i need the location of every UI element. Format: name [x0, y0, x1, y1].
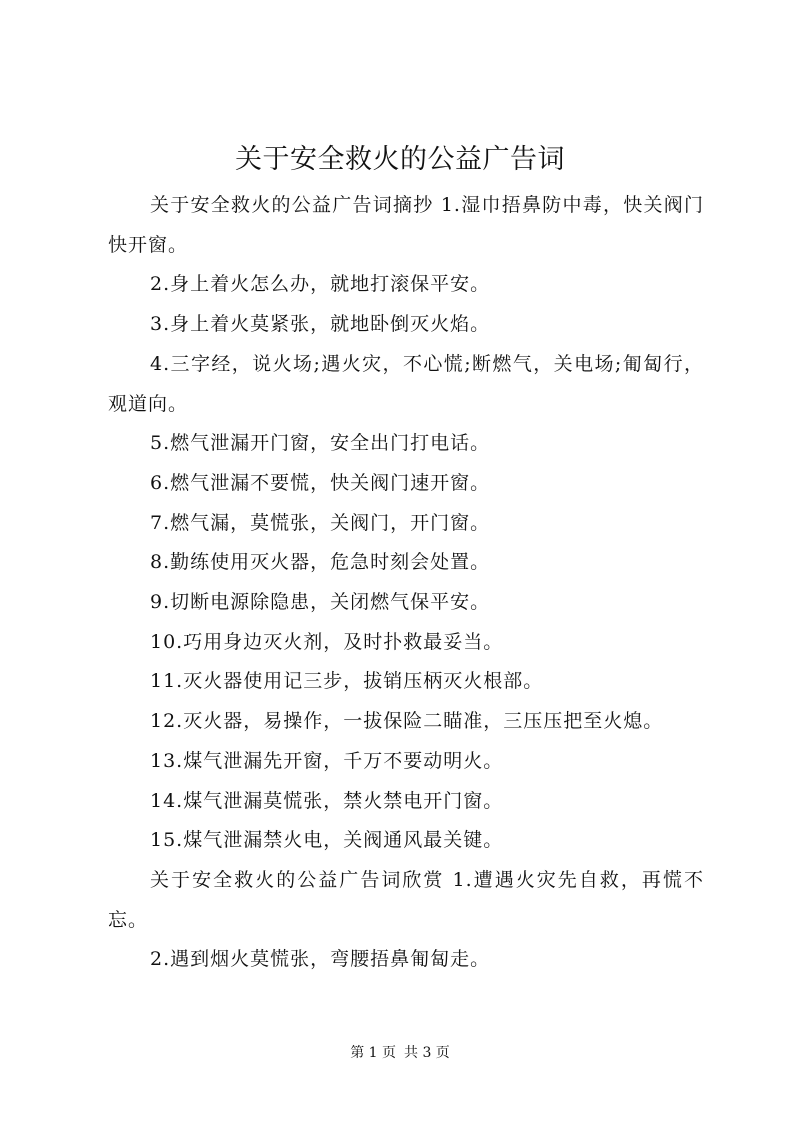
paragraph: 13.煤气泄漏先开窗，千万不要动明火。 — [150, 749, 504, 772]
paragraph: 4.三字经，说火场;遇火灾，不心慌;断燃气，关电场;匍匐行，观道向。 — [108, 352, 704, 415]
page-footer — [0, 1043, 800, 1063]
paragraph: 关于安全救火的公益广告词欣赏 1.遭遇火灾先自救，再慌不忘。 — [108, 868, 704, 931]
document-body — [108, 186, 704, 980]
paragraph: 8.勤练使用灭火器，危急时刻会处置。 — [150, 551, 491, 574]
paragraph: 2.遇到烟火莫慌张，弯腰捂鼻匍匐走。 — [150, 948, 491, 971]
paragraph: 7.燃气漏，莫慌张，关阀门，开门窗。 — [150, 511, 491, 534]
paragraph: 10.巧用身边灭火剂，及时扑救最妥当。 — [150, 630, 504, 653]
paragraph: 9.切断电源除隐患，关闭燃气保平安。 — [150, 591, 491, 614]
paragraph: 14.煤气泄漏莫慌张，禁火禁电开门窗。 — [150, 789, 504, 812]
paragraph: 2.身上着火怎么办，就地打滚保平安。 — [150, 273, 491, 296]
page-number: 第 1 页 — [350, 1045, 396, 1061]
paragraph: 12.灭火器，易操作，一拔保险二瞄准，三压压把至火熄。 — [150, 710, 664, 733]
paragraph: 6.燃气泄漏不要慌，快关阀门速开窗。 — [150, 471, 491, 494]
paragraph: 11.灭火器使用记三步，拔销压柄灭火根部。 — [150, 670, 544, 693]
paragraph: 15.煤气泄漏禁火电，关阀通风最关键。 — [150, 829, 504, 852]
page-total: 共 3 页 — [404, 1045, 450, 1061]
paragraph: 5.燃气泄漏开门窗，安全出门打电话。 — [150, 432, 491, 455]
paragraph: 关于安全救火的公益广告词摘抄 1.湿巾捂鼻防中毒，快关阀门快开窗。 — [108, 194, 704, 256]
paragraph: 3.身上着火莫紧张，就地卧倒灭火焰。 — [150, 313, 491, 336]
document-title: 关于安全救火的公益广告词 — [235, 144, 565, 175]
